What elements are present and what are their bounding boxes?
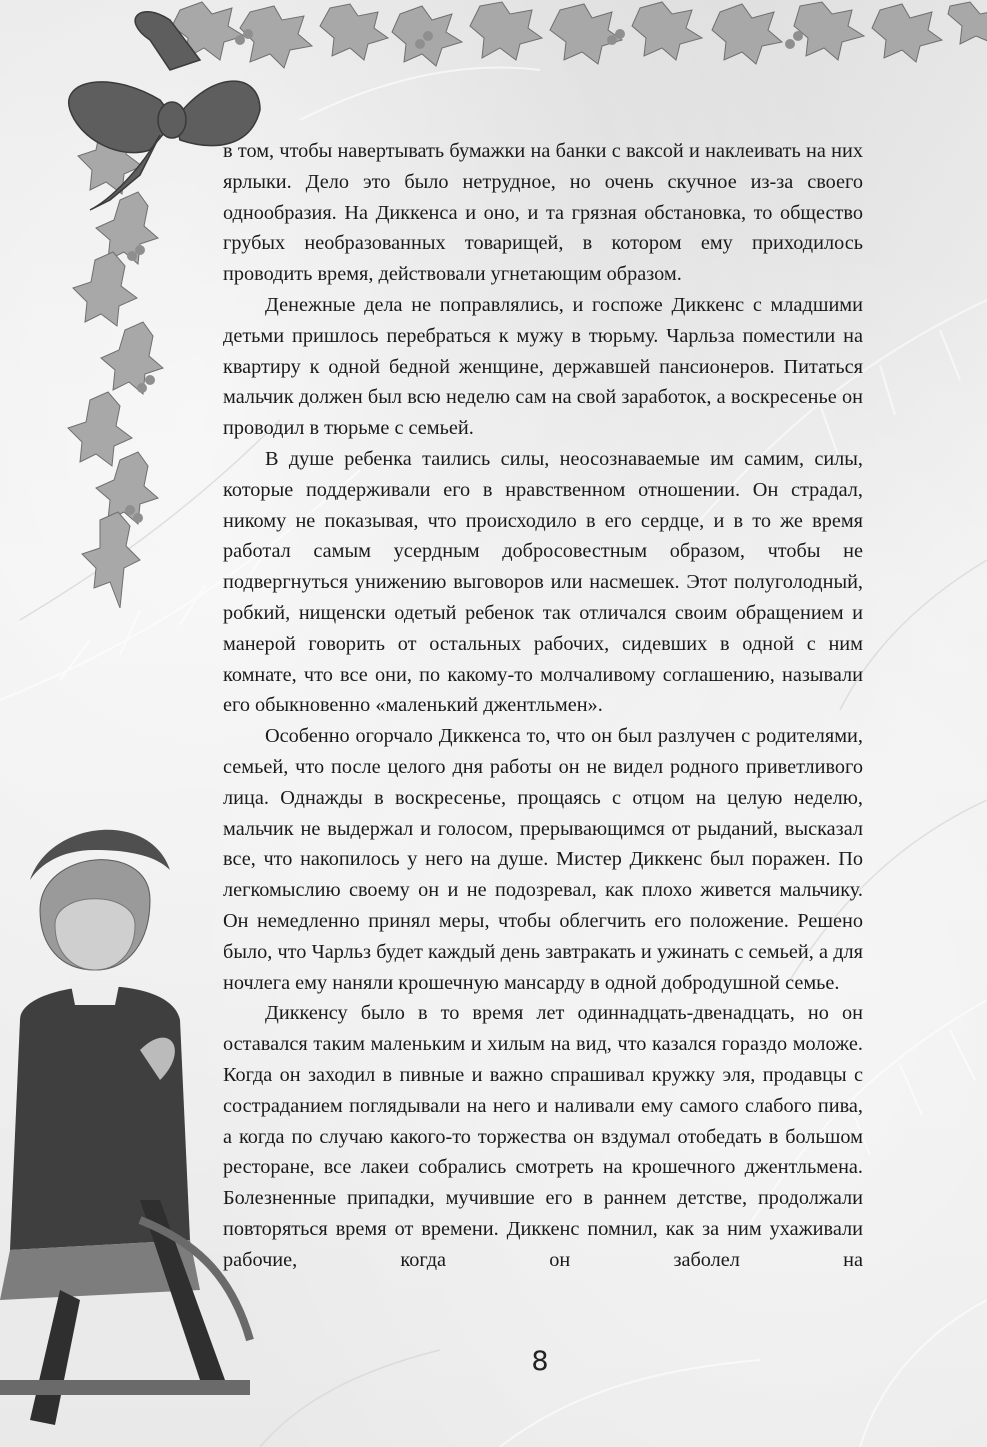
paragraph: Особенно огорчало Диккенса то, что он был разлучен с родителями, семьей, что после целого дня работы он не видел родного приветливого лица. Однажды в воскресенье, прощаясь с отцом на целую неделю, мальчик не выдержал и голосом, прерывающимся от рыданий, высказал все, что накопилось у него на душе. Мистер Диккенс был поражен. По легкомыслию своему он и не подозревал, как плохо живется мальчику. Он немедленно принял меры, чтобы облегчить его положение. Решено было, что Чарльз будет каждый день завтракать и ужинать с семьей, а для ночлега ему наняли крошечную мансарду в одной добродушной семье.	[223, 725, 863, 994]
body-text	[223, 136, 863, 1275]
paragraph: В душе ребенка таились силы, неосознаваемые им самим, силы, которые поддерживали его в нравственном отношении. Он страдал, никому не показывая, что происходило в его сердце, и в то же время работал самым усердным добросовестным образом, чтобы не подвергнуться унижению выговоров или насмешек. Этот полуголодный, робкий, нищенски одетый ребенок так отличался своим обращением и манерой говорить от остальных рабочих, сидевших в одной с ним комнате, что все они, по какому-то молчаливому соглашению, называли его обыкновенно «маленький джентльмен».	[223, 447, 863, 717]
paragraph: Диккенсу было в то время лет одиннадцать-двенадцать, но он оставался таким маленьким и хилым на вид, что казался гораздо моложе. Когда он заходил в пивные и важно спрашивал кружку эля, продавцы с состраданием поглядывали на него и наливали ему самого слабого пива, а когда по случаю какого-то торжества он вздумал отобедать в большом ресторане, все лакеи собрались смотреть на крошечного джентльмена. Болезненные припадки, мучившие его в раннем детстве, продолжали повторяться время от времени. Диккенс помнил, как за ним ухаживали рабочие, когда он заболел на	[223, 1002, 863, 1271]
paragraph: в том, чтобы навертывать бумажки на банки с ваксой и наклеивать на них ярлыки. Дело это было нетрудное, но очень скучное из-за своего однообразия. На Диккенса и оно, и та грязная обстановка, то общество грубых необразованных товарищей, в котором ему приходилось проводить время, действовали угнетающим образом.	[223, 140, 863, 286]
paragraph: Денежные дела не поправлялись, и госпоже Диккенс с младшими детьми пришлось перебраться к мужу в тюрьму. Чарльза поместили на квартиру к одной бедной женщине, державшей пансионеров. Питаться мальчик должен был всю неделю сам на свой заработок, а воскресенье он проводил в тюрьме с семьей.	[223, 293, 863, 440]
page-number: 8	[531, 1346, 549, 1377]
